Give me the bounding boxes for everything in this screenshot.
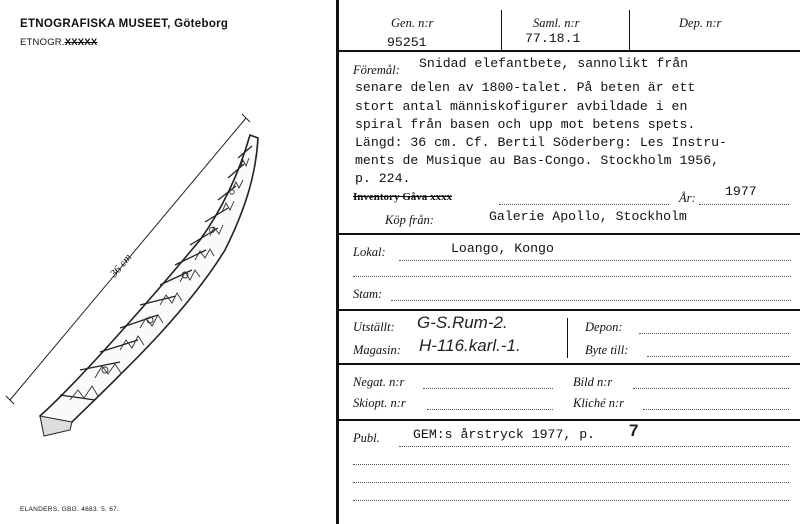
depon-label: Depon: xyxy=(585,320,623,334)
saml-label: Saml. n:r xyxy=(533,16,580,30)
gen-value: 95251 xyxy=(387,35,427,50)
magasin-label: Magasin: xyxy=(353,343,401,357)
foremal-line-3: stort antal människofigurer avbildade i en xyxy=(355,99,688,114)
publ-dotted-1 xyxy=(399,446,789,447)
magasin-value: H-116.karl.-1. xyxy=(419,336,521,355)
catalogue-card xyxy=(336,0,800,524)
kliche-label: Kliché n:r xyxy=(573,396,625,410)
foremal-label: Föremål: xyxy=(353,63,400,77)
bild-dotted xyxy=(633,388,789,389)
lokal-dotted-2 xyxy=(353,276,791,277)
foremal-line-4: spiral från basen och upp mot betens spets. xyxy=(355,117,696,132)
publ-label: Publ. xyxy=(353,431,380,445)
saml-value: 77.18.1 xyxy=(525,31,581,46)
tusk-drawing xyxy=(0,100,330,460)
kop-label: Köp från: xyxy=(385,213,434,227)
negat-label: Negat. n:r xyxy=(353,375,405,389)
foremal-line-5: Längd: 36 cm. Cf. Bertil Söderberg: Les Instru- xyxy=(355,135,727,150)
inventory-dotted xyxy=(499,204,669,205)
ar-label: År: xyxy=(679,191,696,205)
department-struck: XXXXX xyxy=(64,37,98,48)
kliche-dotted xyxy=(643,409,789,410)
publ-page: 7 xyxy=(629,421,639,440)
foremal-line-7: p. 224. xyxy=(355,171,411,186)
kop-value: Galerie Apollo, Stockholm xyxy=(489,209,687,224)
department-prefix: ETNOGR. xyxy=(20,37,65,48)
lokal-value: Loango, Kongo xyxy=(451,241,554,256)
foremal-line-1: Snidad elefantbete, sannolikt från xyxy=(419,56,689,71)
museum-name: ETNOGRAFISKA MUSEET, Göteborg xyxy=(20,18,229,30)
ar-value: 1977 xyxy=(725,184,757,199)
header-divider-1 xyxy=(501,10,502,50)
byte-label: Byte till: xyxy=(585,343,629,357)
printer-footer: ELANDERS. GBG. 4683. 5. 67. xyxy=(20,506,120,513)
ar-dotted xyxy=(699,204,789,205)
gen-label: Gen. n:r xyxy=(391,16,434,30)
negat-dotted xyxy=(423,388,553,389)
photo-rule xyxy=(339,419,800,421)
header-rule xyxy=(339,50,800,52)
storage-rule xyxy=(339,363,800,365)
stam-dotted xyxy=(391,300,791,301)
skiopt-dotted xyxy=(427,409,553,410)
lokal-dotted xyxy=(399,260,791,261)
stam-label: Stam: xyxy=(353,287,383,301)
foremal-line-6: ments de Musique au Bas-Congo. Stockholm 1956, xyxy=(355,153,720,168)
dimension-label: 36 cm xyxy=(108,251,135,280)
depon-dotted xyxy=(639,333,789,334)
publ-dotted-4 xyxy=(353,500,789,501)
source-rule xyxy=(339,233,800,235)
location-rule xyxy=(339,309,800,311)
header-divider-2 xyxy=(629,10,630,50)
byte-dotted xyxy=(647,356,789,357)
dep-label: Dep. n:r xyxy=(679,16,722,30)
museum-department xyxy=(20,37,97,48)
inventory-struck: Inventory Gåva xxxx xyxy=(353,191,452,203)
skiopt-label: Skiopt. n:r xyxy=(353,396,406,410)
foremal-line-2: senare delen av 1800-talet. På beten är ett xyxy=(355,80,696,95)
storage-divider xyxy=(567,318,568,358)
lokal-label: Lokal: xyxy=(353,245,386,259)
bild-label: Bild n:r xyxy=(573,375,613,389)
utstallt-value: G-S.Rum-2. xyxy=(417,313,508,332)
publ-dotted-3 xyxy=(353,482,789,483)
publ-dotted-2 xyxy=(353,464,789,465)
utstallt-label: Utställt: xyxy=(353,320,395,334)
publ-value: GEM:s årstryck 1977, p. xyxy=(413,427,596,442)
